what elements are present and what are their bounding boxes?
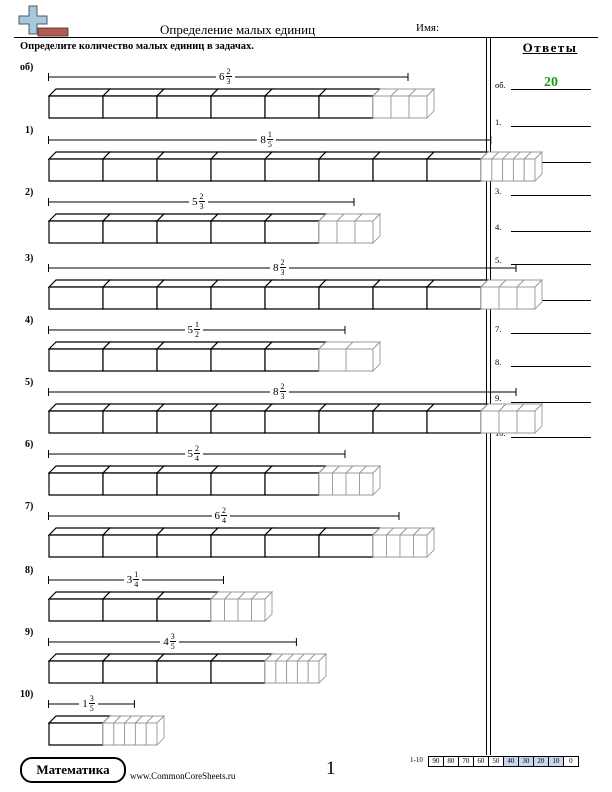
score-cell: 10 — [548, 756, 564, 767]
score-cell: 0 — [563, 756, 579, 767]
small-unit-block — [373, 96, 391, 118]
denominator: 3 — [280, 392, 285, 401]
length-bracket — [48, 71, 446, 83]
whole-unit-block — [157, 661, 211, 683]
footer — [14, 754, 598, 792]
small-unit-block — [319, 221, 337, 243]
whole-unit-block — [211, 221, 265, 243]
small-unit-block — [135, 723, 146, 745]
unit-bar — [48, 715, 165, 751]
whole-unit-block — [103, 221, 157, 243]
problem — [0, 375, 480, 435]
whole-unit-block-top — [49, 404, 110, 411]
fraction — [194, 320, 200, 339]
whole-unit-block — [427, 411, 481, 433]
whole-unit-block — [319, 287, 373, 309]
whole-unit-block — [265, 411, 319, 433]
problem-number: 8) — [25, 565, 34, 576]
unit-bar — [48, 341, 381, 377]
small-unit-block — [492, 159, 503, 181]
small-unit-block — [225, 599, 239, 621]
small-unit-block — [409, 96, 427, 118]
answer-number: 5. — [495, 255, 502, 265]
unit-bar — [48, 465, 381, 501]
answer-blank[interactable] — [511, 195, 591, 196]
whole-unit-block — [49, 535, 103, 557]
denominator: 4 — [195, 454, 199, 463]
whole-unit-block — [49, 661, 103, 683]
whole-unit-block-top — [265, 89, 326, 96]
numerator: 2 — [195, 444, 199, 453]
denominator: 4 — [222, 516, 226, 525]
small-unit-block — [252, 599, 266, 621]
whole-unit-block — [319, 411, 373, 433]
whole-unit-block — [103, 661, 157, 683]
whole-unit-block-top — [211, 214, 272, 221]
whole-part: 6 — [219, 70, 225, 83]
problem-number: 5) — [25, 377, 34, 388]
whole-unit-block-top — [157, 280, 218, 287]
whole-unit-block — [157, 411, 211, 433]
mixed-number-label — [185, 320, 204, 339]
whole-unit-block — [103, 287, 157, 309]
numerator: 2 — [280, 382, 285, 391]
whole-unit-block — [49, 287, 103, 309]
answer-number: 4. — [495, 222, 502, 232]
whole-unit-block-top — [265, 528, 326, 535]
whole-unit-block-top — [211, 89, 272, 96]
unit-bar — [48, 151, 543, 187]
whole-unit-block-top — [49, 152, 110, 159]
unit-bar — [48, 653, 327, 689]
denominator: 3 — [226, 77, 231, 86]
denominator: 5 — [267, 140, 272, 149]
fraction — [194, 444, 200, 463]
whole-unit-block — [265, 159, 319, 181]
brand-badge: Математика — [20, 757, 126, 783]
answer-number: об. — [495, 80, 506, 90]
numerator: 2 — [280, 258, 285, 267]
whole-unit-block-top — [103, 152, 164, 159]
answer-blank[interactable] — [511, 333, 591, 334]
whole-unit-block-top — [157, 342, 218, 349]
whole-unit-block-top — [103, 654, 164, 661]
mixed-number-label — [257, 130, 276, 149]
whole-unit-block — [211, 535, 265, 557]
small-unit-block — [360, 473, 374, 495]
whole-unit-block-top — [211, 280, 272, 287]
small-unit-block — [211, 599, 225, 621]
whole-unit-block-top — [157, 466, 218, 473]
problem — [0, 563, 480, 623]
small-unit-block — [355, 221, 373, 243]
whole-unit-block — [157, 473, 211, 495]
mixed-number-label — [270, 382, 289, 401]
whole-unit-block — [373, 287, 427, 309]
whole-part: 8 — [260, 133, 266, 146]
problem — [0, 313, 480, 373]
whole-unit-block-top — [373, 152, 434, 159]
fraction — [133, 570, 139, 589]
unit-bar — [48, 88, 435, 124]
problem — [0, 60, 480, 120]
answer-blank[interactable] — [511, 126, 591, 127]
whole-unit-block — [49, 473, 103, 495]
score-cell: 90 — [428, 756, 444, 767]
denominator: 3 — [280, 268, 285, 277]
whole-unit-block-top — [211, 342, 272, 349]
whole-unit-block-top — [103, 466, 164, 473]
whole-unit-block-top — [157, 152, 218, 159]
answers-heading: Ответы — [522, 40, 578, 55]
length-bracket — [48, 448, 392, 460]
small-unit-block — [499, 411, 517, 433]
whole-unit-block — [103, 96, 157, 118]
whole-unit-block — [319, 535, 373, 557]
small-unit-block — [114, 723, 125, 745]
whole-unit-block — [157, 349, 211, 371]
small-unit-block — [337, 221, 355, 243]
whole-unit-block — [103, 535, 157, 557]
score-range-label: 1-10 — [410, 756, 423, 764]
problem — [0, 251, 480, 311]
numerator: 1 — [267, 130, 272, 139]
denominator: 5 — [89, 704, 94, 713]
whole-unit-block-top — [103, 342, 164, 349]
small-unit-block — [319, 349, 346, 371]
mixed-number-label — [124, 570, 143, 589]
whole-unit-block — [157, 96, 211, 118]
problem-number: об) — [20, 62, 34, 73]
score-table — [409, 756, 579, 767]
whole-unit-block — [211, 159, 265, 181]
whole-unit-block-top — [265, 152, 326, 159]
whole-unit-block-top — [157, 528, 218, 535]
small-unit-block — [517, 287, 535, 309]
whole-unit-block-top — [427, 404, 488, 411]
fraction — [89, 694, 95, 713]
length-bracket — [48, 510, 446, 522]
denominator: 3 — [199, 202, 204, 211]
small-unit-block — [265, 661, 276, 683]
small-unit-block — [481, 287, 499, 309]
unit-bar — [48, 213, 381, 249]
whole-part: 6 — [214, 509, 220, 522]
whole-unit-block-top — [211, 654, 272, 661]
answer-number: 3. — [495, 186, 502, 196]
whole-unit-block-top — [103, 214, 164, 221]
whole-part: 5 — [187, 447, 193, 460]
numerator: 3 — [170, 632, 175, 641]
whole-unit-block — [103, 599, 157, 621]
small-unit-block — [146, 723, 157, 745]
mixed-number-label — [189, 192, 208, 211]
length-bracket — [48, 262, 554, 274]
whole-unit-block-top — [49, 592, 110, 599]
whole-unit-block — [265, 221, 319, 243]
whole-unit-block-top — [427, 280, 488, 287]
small-unit-block — [103, 723, 114, 745]
small-unit-block — [513, 159, 524, 181]
plus-logo-icon — [16, 4, 72, 38]
small-unit-block — [391, 96, 409, 118]
whole-unit-block-top — [265, 404, 326, 411]
whole-unit-block-top — [265, 280, 326, 287]
score-cell: 30 — [518, 756, 534, 767]
whole-unit-block — [265, 349, 319, 371]
small-unit-block — [276, 661, 287, 683]
whole-unit-block — [157, 221, 211, 243]
whole-unit-block — [265, 287, 319, 309]
problem — [0, 499, 480, 559]
whole-unit-block — [319, 159, 373, 181]
small-unit-block — [238, 599, 252, 621]
numerator: 2 — [226, 67, 231, 76]
answer-row — [495, 353, 595, 367]
unit-bar — [48, 527, 435, 563]
whole-unit-block — [211, 661, 265, 683]
whole-unit-block — [103, 349, 157, 371]
whole-unit-block — [265, 96, 319, 118]
whole-unit-block — [211, 473, 265, 495]
whole-unit-block — [373, 411, 427, 433]
whole-part: 8 — [273, 261, 279, 274]
whole-unit-block — [49, 96, 103, 118]
denominator: 5 — [170, 642, 175, 651]
numerator: 1 — [134, 570, 139, 579]
website-link[interactable]: www.CommonCoreSheets.ru — [130, 771, 236, 781]
answer-number: 9. — [495, 393, 502, 403]
whole-unit-block-top — [319, 152, 380, 159]
answer-number: 8. — [495, 357, 502, 367]
problem — [0, 185, 480, 245]
whole-unit-block — [211, 349, 265, 371]
answer-number: 1. — [495, 117, 502, 127]
whole-unit-block-top — [157, 214, 218, 221]
whole-unit-block-top — [49, 466, 110, 473]
mixed-number-label — [185, 444, 204, 463]
small-unit-block — [481, 159, 492, 181]
problem — [0, 123, 480, 183]
whole-unit-block — [211, 287, 265, 309]
small-unit-block — [414, 535, 428, 557]
problem-number: 3) — [25, 253, 34, 264]
page-title: Определение малых единиц — [160, 22, 316, 37]
whole-unit-block-top — [373, 404, 434, 411]
length-bracket — [48, 134, 554, 146]
small-unit-block — [125, 723, 136, 745]
whole-unit-block — [49, 349, 103, 371]
whole-part: 8 — [273, 385, 279, 398]
whole-unit-block — [211, 96, 265, 118]
mixed-number-label — [216, 67, 235, 86]
whole-unit-block-top — [49, 214, 110, 221]
problem-number: 2) — [25, 187, 34, 198]
whole-unit-block-top — [265, 342, 326, 349]
whole-unit-block-top — [103, 592, 164, 599]
whole-unit-block — [157, 159, 211, 181]
length-bracket — [48, 636, 338, 648]
whole-unit-block — [49, 159, 103, 181]
problem — [0, 437, 480, 497]
whole-unit-block — [103, 159, 157, 181]
small-unit-block — [481, 411, 499, 433]
small-unit-block — [499, 287, 517, 309]
answer-row — [495, 113, 595, 127]
small-unit-block — [373, 535, 387, 557]
whole-unit-block-top — [49, 89, 110, 96]
problem-number: 7) — [25, 501, 34, 512]
whole-unit-block — [49, 723, 103, 745]
whole-unit-block — [157, 599, 211, 621]
length-bracket — [48, 698, 176, 710]
whole-unit-block — [427, 287, 481, 309]
whole-unit-block — [103, 473, 157, 495]
whole-unit-block-top — [319, 89, 380, 96]
mixed-number-label — [212, 506, 231, 525]
whole-unit-block-top — [427, 152, 488, 159]
length-bracket — [48, 196, 392, 208]
whole-unit-block-top — [49, 528, 110, 535]
score-cell: 80 — [443, 756, 459, 767]
small-unit-block — [346, 349, 373, 371]
small-unit-block — [287, 661, 298, 683]
whole-unit-block-top — [319, 280, 380, 287]
whole-unit-block — [373, 159, 427, 181]
fraction — [170, 632, 176, 651]
mixed-number-label — [270, 258, 289, 277]
small-unit-block — [297, 661, 308, 683]
whole-unit-block — [427, 159, 481, 181]
whole-unit-block-top — [319, 404, 380, 411]
numerator: 1 — [195, 320, 199, 329]
numerator: 2 — [222, 506, 226, 515]
problem — [0, 625, 480, 685]
answer-row — [495, 76, 595, 90]
problem-number: 10) — [20, 689, 34, 700]
small-unit-block — [333, 473, 347, 495]
header-divider — [14, 37, 598, 38]
problem-number: 6) — [25, 439, 34, 450]
whole-unit-block-top — [103, 528, 164, 535]
whole-unit-block — [49, 599, 103, 621]
whole-unit-block-top — [319, 528, 380, 535]
problem-number: 1) — [25, 125, 34, 136]
whole-unit-block-top — [157, 592, 218, 599]
unit-bar — [48, 279, 543, 315]
score-cell: 50 — [488, 756, 504, 767]
answer-row — [495, 320, 595, 334]
whole-unit-block-top — [265, 466, 326, 473]
small-unit-block — [346, 473, 360, 495]
whole-part: 4 — [163, 635, 169, 648]
whole-unit-block-top — [49, 654, 110, 661]
whole-unit-block-top — [49, 280, 110, 287]
answer-number: 7. — [495, 324, 502, 334]
whole-part: 5 — [192, 195, 198, 208]
small-unit-block — [400, 535, 414, 557]
whole-unit-block-top — [103, 89, 164, 96]
small-unit-block — [319, 473, 333, 495]
score-cell: 20 — [533, 756, 549, 767]
whole-unit-block-top — [103, 404, 164, 411]
name-label: Имя: — [416, 22, 440, 34]
whole-unit-block — [157, 287, 211, 309]
length-bracket — [48, 324, 392, 336]
whole-unit-block — [265, 473, 319, 495]
whole-unit-block-top — [157, 89, 218, 96]
mixed-number-label — [160, 632, 179, 651]
whole-unit-block-top — [211, 404, 272, 411]
whole-unit-block — [157, 535, 211, 557]
whole-unit-block-top — [211, 528, 272, 535]
answer-blank[interactable] — [511, 231, 591, 232]
whole-unit-block-top — [211, 466, 272, 473]
numerator: 3 — [89, 694, 94, 703]
fraction — [267, 130, 273, 149]
whole-unit-block-top — [103, 280, 164, 287]
small-unit-block — [524, 159, 535, 181]
whole-unit-block — [319, 96, 373, 118]
score-cell: 60 — [473, 756, 489, 767]
small-unit-block — [308, 661, 319, 683]
fraction — [226, 67, 232, 86]
whole-unit-block — [49, 411, 103, 433]
fraction — [221, 506, 227, 525]
whole-part: 1 — [82, 697, 88, 710]
denominator: 2 — [195, 330, 199, 339]
instructions: Определите количество малых единиц в задачах. — [20, 41, 254, 52]
small-unit-block — [387, 535, 401, 557]
whole-unit-block-top — [157, 654, 218, 661]
length-bracket — [48, 386, 554, 398]
whole-unit-block — [265, 535, 319, 557]
unit-bar — [48, 591, 273, 627]
whole-unit-block-top — [157, 404, 218, 411]
whole-unit-block — [211, 411, 265, 433]
problem-number: 9) — [25, 627, 34, 638]
whole-part: 3 — [126, 573, 133, 586]
fraction — [199, 192, 205, 211]
score-cell: 70 — [458, 756, 474, 767]
whole-unit-block-top — [211, 152, 272, 159]
whole-unit-block-top — [373, 280, 434, 287]
whole-unit-block — [49, 221, 103, 243]
fraction — [280, 382, 286, 401]
small-unit-block — [503, 159, 514, 181]
whole-unit-block-top — [265, 214, 326, 221]
whole-unit-block — [103, 411, 157, 433]
problem-number: 4) — [25, 315, 34, 326]
fraction — [280, 258, 286, 277]
answer-row — [495, 218, 595, 232]
numerator: 2 — [199, 192, 204, 201]
whole-unit-block-top — [49, 342, 110, 349]
denominator: 4 — [134, 580, 139, 589]
answer-value: 20 — [544, 75, 558, 90]
small-unit-block — [517, 411, 535, 433]
page-number: 1 — [326, 758, 336, 779]
whole-part: 5 — [187, 323, 193, 336]
problem — [0, 687, 480, 747]
score-cell: 40 — [503, 756, 519, 767]
unit-bar — [48, 403, 543, 439]
answer-blank[interactable] — [511, 366, 591, 367]
length-bracket — [48, 574, 284, 586]
whole-unit-block-top — [49, 716, 110, 723]
mixed-number-label — [79, 694, 98, 713]
